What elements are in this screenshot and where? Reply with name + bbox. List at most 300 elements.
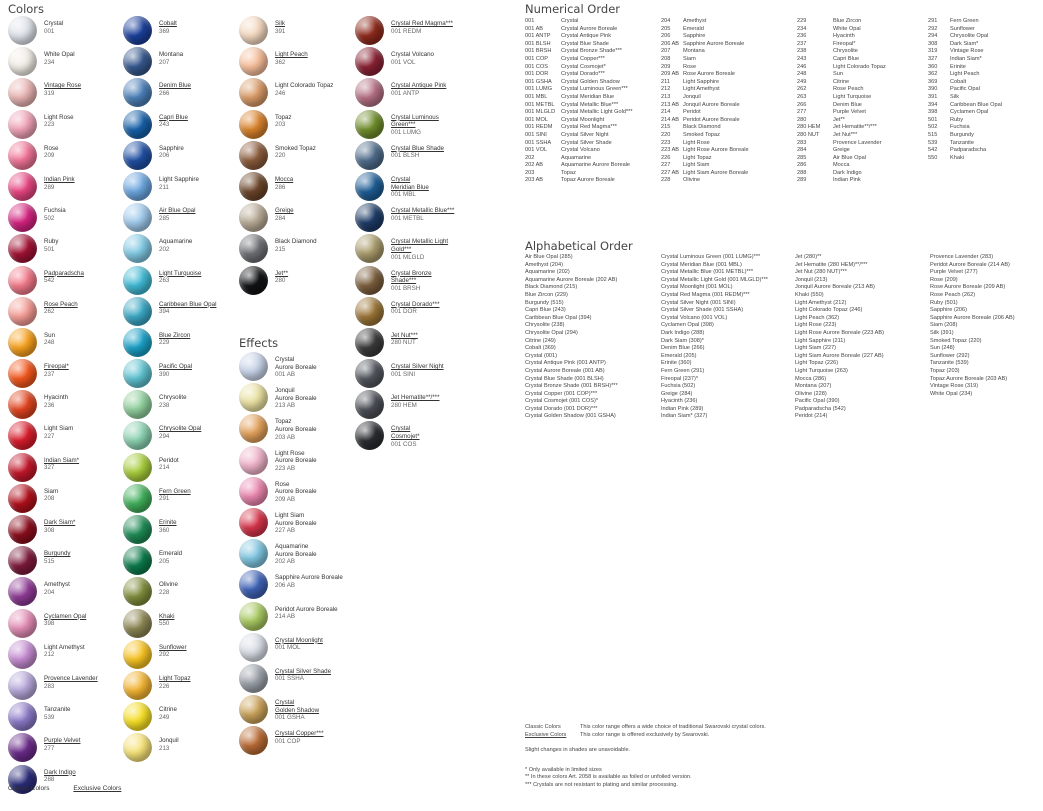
crystal-swatch: [123, 297, 152, 326]
color-code: 215: [661, 124, 671, 131]
color-name: Crystal Dorado***: [561, 71, 605, 78]
alphabetical-entry: Jonquil (213): [795, 276, 828, 283]
swatch-name: Chrysolite: [159, 394, 187, 402]
swatch-name: Silk: [275, 20, 285, 27]
color-name: Light Amethyst: [683, 86, 720, 93]
color-code: 550: [928, 154, 938, 161]
color-name: Rose: [683, 63, 697, 70]
swatch-name: Air Blue Opal: [159, 207, 196, 215]
legend-classic: Classic Colors: [8, 785, 50, 792]
color-code: 236: [797, 33, 807, 40]
color-code: 220: [661, 131, 671, 138]
alphabetical-entry: Crystal Metallic Blue (001 METBL)***: [661, 269, 754, 276]
swatch-item: [8, 640, 114, 671]
swatch-name: Crystal Luminous Green***: [391, 113, 439, 129]
numerical-row: [661, 117, 749, 125]
color-name: Mocca: [833, 162, 850, 169]
color-name: Sapphire Aurore Boreale: [683, 40, 745, 47]
swatch-item: [355, 390, 461, 421]
swatch-item: [239, 383, 345, 414]
swatch-item: [8, 671, 114, 702]
crystal-swatch: [123, 733, 152, 762]
swatch-item: [123, 546, 229, 577]
swatch-item: [239, 141, 345, 172]
swatch-code: 001 DOR: [391, 308, 417, 316]
swatch-item: [8, 110, 114, 141]
swatch-item: [239, 78, 345, 109]
numerical-column: [797, 18, 886, 185]
swatch-code: 215: [275, 245, 286, 253]
color-code: 209 AB: [661, 71, 680, 78]
alphabetical-entry: Jet Nut (280 NUT)***: [795, 269, 847, 276]
crystal-swatch: [8, 203, 37, 232]
swatch-code: 360: [159, 526, 170, 534]
swatch-code: 236: [44, 401, 55, 409]
crystal-swatch: [123, 141, 152, 170]
crystal-swatch: [8, 78, 37, 107]
crystal-swatch: [123, 16, 152, 45]
alphabetical-entry: Crystal Red Magma (001 REDM)***: [661, 291, 750, 298]
swatch-name: Topaz Aurore Boreale: [275, 418, 317, 433]
color-code: 212: [661, 86, 671, 93]
alphabetical-entry: Emerald (205): [661, 352, 697, 359]
crystal-swatch: [123, 266, 152, 295]
swatch-name: Cobalt: [159, 20, 177, 27]
alphabetical-entry: Sun (248): [930, 345, 955, 352]
swatch-name: Rose: [44, 144, 59, 152]
alphabetical-entry: Denim Blue (266): [661, 345, 705, 352]
alphabetical-entry: Khaki (550): [795, 291, 824, 298]
swatch-name: Crystal Moonlight: [275, 636, 323, 644]
color-name: Light Rose Aurore Boreale: [683, 147, 749, 154]
color-name: Provence Lavender: [833, 139, 882, 146]
crystal-swatch: [123, 546, 152, 575]
crystal-swatch: [8, 733, 37, 762]
numerical-row: [928, 155, 1002, 163]
swatch-item: [8, 453, 114, 484]
numerical-row: [525, 41, 633, 49]
color-name: Jonquil Aurore Boreale: [683, 101, 740, 108]
alphabetical-entry: Ruby (501): [930, 299, 958, 306]
alphabetical-entry: Greige (284): [661, 390, 693, 397]
crystal-swatch: [239, 414, 268, 443]
numerical-row: [797, 124, 886, 132]
crystal-swatch: [123, 390, 152, 419]
alphabetical-column: [795, 254, 884, 421]
color-code: 291: [928, 18, 938, 24]
color-name: Crystal Silver Night: [561, 131, 609, 138]
swatch-item: [8, 484, 114, 515]
swatch-item: [355, 203, 461, 234]
alphabetical-entry: Light Colorado Topaz (246): [795, 307, 863, 314]
color-code: 542: [928, 147, 938, 154]
swatch-name: Indian Siam*: [44, 456, 80, 464]
swatch-item: [8, 359, 114, 390]
color-name: Crystal Volcano: [561, 147, 600, 154]
swatch-name: Ruby: [44, 238, 59, 246]
alphabetical-entry: Jet Hematite (280 HEM)**/***: [795, 261, 868, 268]
swatch-name: Sun: [44, 331, 56, 339]
alphabetical-column: [661, 254, 768, 421]
crystal-swatch: [8, 640, 37, 669]
swatch-name: Vintage Rose: [44, 82, 82, 90]
numerical-row: [661, 124, 749, 132]
alphabetical-entry: Silk (391): [930, 329, 954, 336]
color-code: 001 SINI: [525, 131, 547, 138]
swatch-item: [123, 577, 229, 608]
swatch-code: 263: [159, 277, 170, 285]
numerical-row: [661, 71, 749, 79]
swatch-name: Light Sapphire: [159, 175, 199, 183]
color-code: 206 AB: [661, 40, 680, 47]
swatch-item: [8, 16, 114, 47]
numerical-row: [797, 71, 886, 79]
alphabetical-entry: Crystal Dorado (001 DOR)***: [525, 405, 598, 412]
swatch-code: 223 AB: [275, 464, 295, 472]
color-code: 238: [797, 48, 807, 55]
numerical-row: [661, 18, 749, 26]
numerical-row: [928, 124, 1002, 132]
swatch-code: 001 SINI: [391, 370, 416, 378]
swatch-name: Chrysolite Opal: [159, 425, 202, 433]
crystal-swatch: [123, 577, 152, 606]
alphabetical-entry: Air Blue Opal (285): [525, 254, 573, 260]
alphabetical-column: [525, 254, 618, 421]
color-code: 213 AB: [661, 101, 680, 108]
swatch-item: [8, 328, 114, 359]
numerical-row: [797, 56, 886, 64]
alphabetical-entry: Topaz Aurore Boreale (203 AB): [930, 375, 1008, 382]
numerical-row: [928, 41, 1002, 49]
crystal-swatch: [123, 453, 152, 482]
numerical-row: [797, 79, 886, 87]
color-name: Ruby: [950, 116, 964, 123]
color-code: 209: [661, 63, 671, 70]
alphabetical-entry: Crystal Metallic Light Gold (001 MLGLD)***: [661, 276, 768, 283]
numerical-row: [928, 26, 1002, 34]
swatch-item: [123, 234, 229, 265]
swatch-item: [123, 110, 229, 141]
alphabetical-entry: Burgundy (515): [525, 299, 564, 306]
color-name: Denim Blue: [833, 101, 862, 108]
swatch-code: 212: [44, 651, 55, 659]
alphabetical-entry: Jet (280)**: [795, 254, 822, 260]
color-code: 246: [797, 63, 807, 70]
crystal-swatch: [355, 110, 384, 139]
swatch-code: 001 LUMG: [391, 128, 421, 136]
alphabetical-order-table: [525, 254, 1035, 424]
swatch-item: [239, 266, 345, 297]
color-code: 214: [661, 109, 671, 116]
color-name: Jet Hematite**/***: [833, 124, 877, 131]
crystal-swatch: [239, 570, 268, 599]
swatch-item: [8, 234, 114, 265]
swatch-code: 211: [159, 183, 169, 191]
swatch-code: 228: [159, 588, 170, 596]
numerical-row: [661, 33, 749, 41]
color-name: Padparadscha: [950, 147, 987, 154]
color-name: Chrysolite Opal: [950, 33, 989, 40]
color-name: Topaz: [561, 169, 576, 176]
swatch-code: 248: [44, 339, 55, 347]
swatch-name: Crystal Bronze Shade***: [391, 269, 432, 285]
alphabetical-entry: Crystal Volcano (001 VOL): [661, 314, 728, 321]
swatch-name: Peridot Aurore Boreale: [275, 605, 338, 613]
numerical-row: [928, 102, 1002, 110]
numerical-row: [525, 140, 633, 148]
numerical-row: [928, 162, 1002, 170]
color-code: 248: [797, 71, 807, 78]
color-name: Peridot Aurore Boreale: [683, 116, 740, 123]
alphabetical-entry: Caribbean Blue Opal (394): [525, 314, 592, 321]
crystal-swatch: [123, 609, 152, 638]
color-name: Light Siam: [683, 162, 710, 169]
alphabetical-entry: Capri Blue (243): [525, 307, 566, 314]
swatch-name: Caribbean Blue Opal: [159, 300, 217, 308]
swatch-code: 208: [44, 495, 55, 503]
alphabetical-entry: Sapphire Aurore Boreale (206 AB): [930, 314, 1015, 321]
crystal-swatch: [8, 702, 37, 731]
numerical-row: [525, 79, 633, 87]
swatch-name: Crystal Metallic Blue***: [391, 207, 455, 215]
numerical-row: [661, 94, 749, 102]
crystal-swatch: [8, 234, 37, 263]
crystal-swatch: [239, 47, 268, 76]
numerical-row: [525, 71, 633, 79]
alphabetical-entry: Fuchsia (502): [661, 383, 696, 390]
footnote-slight: Slight changes in shades are unavoidable.: [525, 747, 631, 754]
alphabetical-entry: Dark Siam (308)*: [661, 337, 704, 344]
swatch-name: Crystal Volcano: [391, 51, 434, 59]
swatch-code: 001 REDM: [391, 27, 422, 35]
color-code: 360: [928, 63, 938, 70]
swatch-code: 319: [44, 89, 55, 97]
color-name: Light Colorado Topaz: [833, 63, 886, 70]
color-code: 280: [797, 116, 807, 123]
color-name: Caribbean Blue Opal: [950, 101, 1002, 108]
alphabetical-order-heading: Alphabetical Order: [525, 239, 633, 253]
color-code: 227: [661, 162, 671, 169]
crystal-swatch: [239, 110, 268, 139]
numerical-row: [928, 177, 1002, 185]
swatch-code: 266: [159, 89, 170, 97]
alphabetical-entry: Cobalt (369): [525, 345, 556, 352]
swatch-code: 205: [159, 557, 170, 565]
numerical-row: [525, 86, 633, 94]
crystal-swatch: [8, 453, 37, 482]
color-code: 001 BLSH: [525, 40, 551, 47]
color-name: Chrysolite: [833, 48, 858, 55]
swatch-code: 202 AB: [275, 558, 295, 566]
color-name: Crystal Antique Pink: [561, 33, 612, 40]
legend: [8, 785, 143, 792]
crystal-swatch: [8, 609, 37, 638]
numerical-row: [661, 102, 749, 110]
swatch-item: [355, 110, 461, 141]
color-code: 001 VOL: [525, 147, 548, 154]
swatch-item: [8, 266, 114, 297]
crystal-swatch: [8, 328, 37, 357]
alphabetical-entry: White Opal (234): [930, 390, 973, 397]
swatch-name: Aquamarine Aurore Boreale: [275, 543, 317, 558]
color-column-4: [355, 16, 461, 453]
crystal-swatch: [123, 515, 152, 544]
swatch-name: Light Topaz: [159, 674, 191, 682]
swatch-name: Crystal Silver Shade: [275, 667, 332, 675]
numerical-row: [661, 155, 749, 163]
swatch-code: 262: [44, 308, 55, 316]
crystal-swatch: [8, 47, 37, 76]
crystal-swatch: [123, 172, 152, 201]
crystal-swatch: [123, 234, 152, 263]
swatch-item: [8, 141, 114, 172]
swatch-code: 223: [44, 121, 55, 129]
color-name: Sun: [833, 71, 843, 78]
swatch-item: [239, 110, 345, 141]
numerical-row: [661, 48, 749, 56]
swatch-item: [123, 671, 229, 702]
color-name: Emerald: [683, 25, 704, 32]
numerical-row: [797, 18, 886, 26]
color-code: 001 ANTP: [525, 33, 551, 40]
numerical-row: [525, 18, 633, 26]
swatch-code: 209: [44, 152, 55, 160]
color-code: 515: [928, 131, 938, 138]
color-code: 203: [525, 169, 535, 176]
swatch-code: 213: [159, 744, 170, 752]
numerical-row: [525, 48, 633, 56]
swatch-name: Smoked Topaz: [275, 144, 316, 152]
swatch-item: [355, 328, 461, 359]
color-code: 362: [928, 71, 938, 78]
alphabetical-entry: Aquamarine Aurore Boreale (202 AB): [525, 276, 618, 283]
crystal-swatch: [239, 695, 268, 724]
swatch-code: 280: [275, 277, 286, 285]
swatch-name: Topaz: [275, 113, 292, 121]
swatch-name: Jet**: [275, 269, 289, 277]
swatch-name: Pacific Opal: [159, 363, 193, 371]
color-name: Aquamarine: [561, 154, 592, 161]
swatch-name: Fireopal*: [44, 363, 69, 371]
swatch-name: Indian Pink: [44, 175, 75, 183]
footnote-classic: Classic Colors This color range offers a wide choice of traditional Swarovski crystal colors.: [525, 724, 766, 730]
swatch-item: [123, 609, 229, 640]
numerical-row: [525, 94, 633, 102]
swatch-item: [123, 203, 229, 234]
footnote-exclusive: Exclusive Colors This color range is offered exclusively by Swarovski.: [525, 731, 710, 738]
swatch-code: 001 BLSH: [391, 152, 420, 160]
color-code: 369: [928, 78, 938, 85]
swatch-item: [8, 47, 114, 78]
numerical-row: [797, 33, 886, 41]
color-name: Crystal Bronze Shade***: [561, 48, 622, 55]
numerical-row: [797, 140, 886, 148]
swatch-code: 284: [275, 214, 286, 222]
alphabetical-entry: Peridot Aurore Boreale (214 AB): [930, 261, 1010, 268]
color-code: 280 HEM: [797, 124, 821, 131]
crystal-swatch: [239, 203, 268, 232]
numerical-row: [797, 86, 886, 94]
color-name: Crystal Moonlight: [561, 116, 605, 123]
numerical-row: [525, 132, 633, 140]
effects-column: [239, 352, 345, 757]
swatch-code: 394: [159, 308, 170, 316]
color-name: Citrine: [833, 78, 850, 85]
color-name: Rose Peach: [833, 86, 864, 93]
alphabetical-entry: Sunflower (292): [930, 352, 970, 359]
color-name: Crystal Luminous Green***: [561, 86, 628, 93]
swatch-name: Siam: [44, 487, 59, 495]
swatch-name: Purple Velvet: [44, 737, 81, 745]
alphabetical-entry: Sapphire (206): [930, 307, 968, 314]
numerical-row: [797, 102, 886, 110]
color-code: 001 COS: [525, 63, 549, 70]
color-code: 001 GSHA: [525, 78, 552, 85]
swatch-name: Crystal Copper***: [275, 730, 324, 738]
swatch-item: [123, 390, 229, 421]
numerical-row: [797, 109, 886, 117]
alphabetical-entry: Topaz (203): [930, 367, 960, 374]
numerical-row: [525, 162, 633, 170]
crystal-swatch: [355, 328, 384, 357]
swatch-name: Rose Aurore Boreale: [275, 480, 317, 496]
numerical-row: [928, 94, 1002, 102]
swatch-name: Citrine: [159, 706, 177, 714]
numerical-row: [797, 26, 886, 34]
swatch-item: [8, 733, 114, 764]
numerical-row: [797, 117, 886, 125]
numerical-row: [797, 94, 886, 102]
color-name: Light Sapphire: [683, 78, 720, 85]
swatch-name: Sapphire: [159, 144, 184, 152]
color-name: Capri Blue: [833, 55, 860, 62]
numerical-row: [661, 162, 749, 170]
alphabetical-entry: Crystal Silver Shade (001 SSHA): [661, 307, 744, 314]
swatch-code: 280 NUT: [391, 339, 416, 347]
swatch-code: 292: [159, 651, 170, 659]
alphabetical-entry: Cyclamen Opal (398): [661, 322, 714, 329]
alphabetical-entry: Rose (209): [930, 276, 958, 283]
crystal-swatch: [239, 383, 268, 412]
color-column-1: [8, 16, 114, 796]
numerical-row: [797, 64, 886, 72]
swatch-code: 001 COS: [391, 440, 417, 448]
alphabetical-entry: Light Rose Aurore Boreale (223 AB): [795, 329, 884, 336]
swatch-name: Peridot: [159, 456, 179, 464]
color-name: Fuchsia: [950, 124, 970, 131]
swatch-code: 542: [44, 277, 55, 285]
color-code: 001 AB: [525, 25, 544, 32]
crystal-swatch: [355, 172, 384, 201]
color-name: Amethyst: [683, 18, 707, 24]
swatch-name: Amethyst: [44, 581, 70, 589]
swatch-name: Aquamarine: [159, 238, 193, 246]
effects-heading: Effects: [239, 336, 279, 350]
swatch-name: Olivine: [159, 581, 178, 589]
color-name: Dark Siam*: [950, 40, 979, 47]
color-code: 203 AB: [525, 177, 544, 184]
alphabetical-entry: Erinite (360): [661, 360, 692, 367]
swatch-item: [123, 640, 229, 671]
color-code: 288: [797, 169, 807, 176]
swatch-item: [239, 539, 345, 570]
swatch-name: Light Rose Aurore Boreale: [275, 449, 317, 465]
swatch-item: [123, 297, 229, 328]
numerical-row: [661, 79, 749, 87]
color-code: 228: [661, 177, 671, 184]
numerical-row: [928, 86, 1002, 94]
crystal-swatch: [123, 421, 152, 450]
